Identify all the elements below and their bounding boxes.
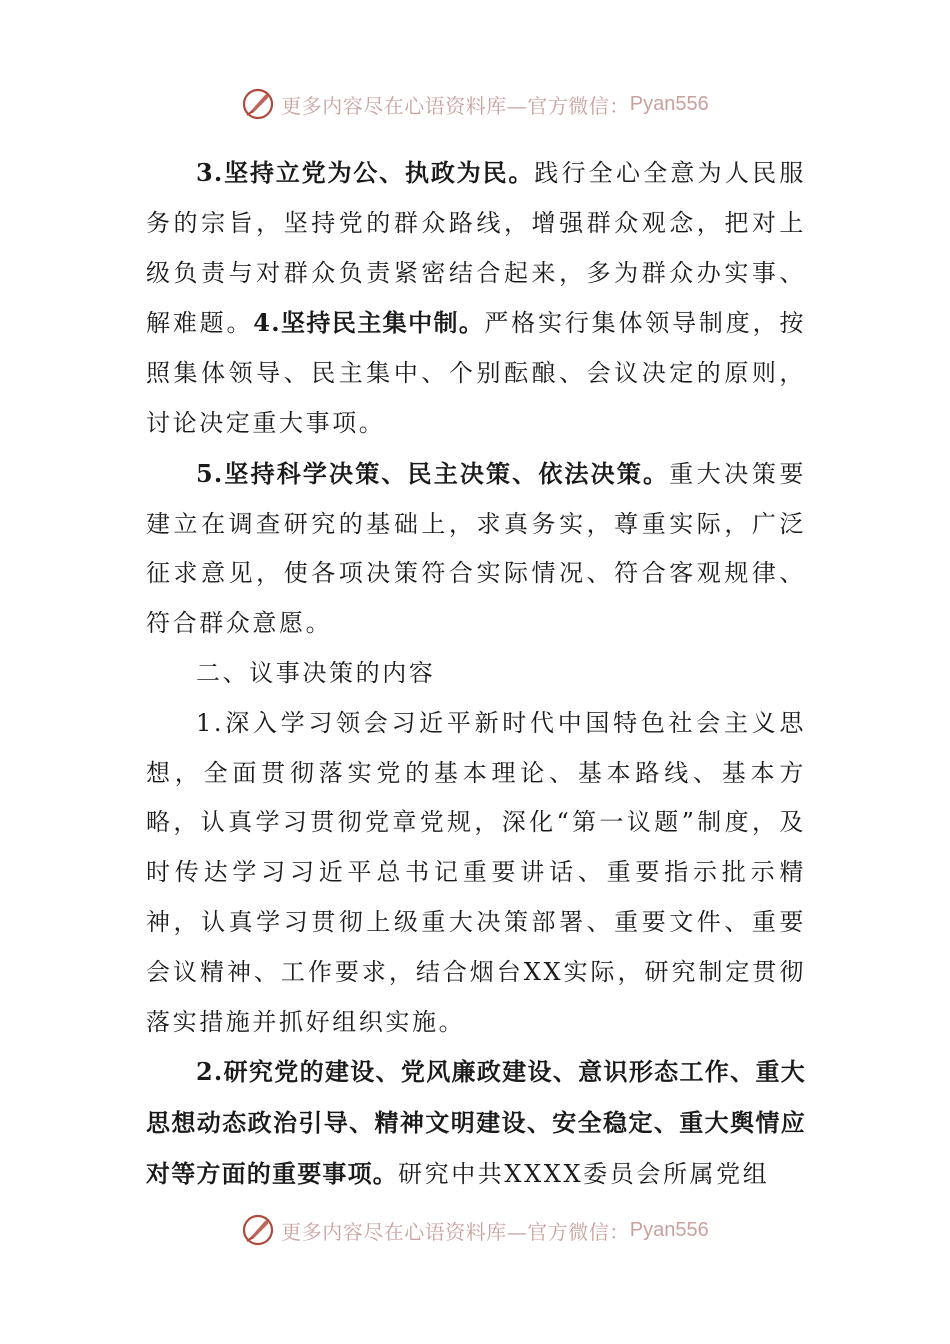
document-body: [146, 148, 806, 1200]
principle-4-body: 严格实行集体领导制度，按照集体领导、民主集中、个别酝酿、会议决定的原则，讨论决定重大事项。: [146, 309, 807, 437]
principle-3-heading: 3.坚持立党为公、执政为民。: [196, 158, 535, 187]
paragraph-content-2: [146, 1047, 806, 1199]
paragraph-principle-5: [146, 449, 806, 649]
section-title: 二、议事决策的内容: [196, 658, 436, 687]
principle-5-heading: 5.坚持科学决策、民主决策、依法决策。: [196, 458, 670, 488]
principle-5-body: 重大决策要建立在调查研究的基础上，求真务实，尊重实际，广泛征求意见，使各项决策符合实际情况、符合客观规律、符合群众意愿。: [146, 459, 806, 638]
watermark-wechat-id: Pyan556: [629, 92, 709, 115]
watermark-text: 更多内容尽在心语资料库—官方微信：: [281, 93, 630, 118]
watermark-footer: [0, 1210, 950, 1250]
principle-4-heading: 4.坚持民主集中制。: [253, 308, 485, 338]
content-2-heading: 2.研究党的建设、党风廉政建设、意识形态工作、重大思想动态政治引导、精神文明建设、安全稳定、重大舆情应对等方面的重要事项。: [146, 1057, 806, 1188]
content-2-body: 研究中共XXXX委员会所属党组: [398, 1159, 770, 1188]
watermark-header: [0, 84, 950, 124]
watermark-wechat-id: Pyan556: [629, 1218, 709, 1241]
quill-logo-icon: [241, 87, 275, 121]
paragraph-principles-3-4: [146, 148, 806, 449]
principle-3-body: 践行全心全意为人民服务的宗旨，坚持党的群众路线，增强群众观念，把对上级负责与对群众负责紧密结合起来，多为群众办实事、解难题。: [146, 159, 807, 338]
quill-logo-icon: [241, 1213, 275, 1247]
watermark-text: 更多内容尽在心语资料库—官方微信：: [281, 1219, 630, 1244]
paragraph-content-1: 1.深入学习领会习近平新时代中国特色社会主义思想，全面贯彻落实党的基本理论、基本路线、基本方略，认真学习贯彻党章党规，深化“第一议题”制度，及时传达学习习近平总书记重要讲话、重要指示批示精神，认真学习贯彻上级重大决策部署、重要文件、重要会议精神、工作要求，结合烟台XX实际，研究制定贯彻落实措施并抓好组织实施。: [146, 708, 806, 1036]
